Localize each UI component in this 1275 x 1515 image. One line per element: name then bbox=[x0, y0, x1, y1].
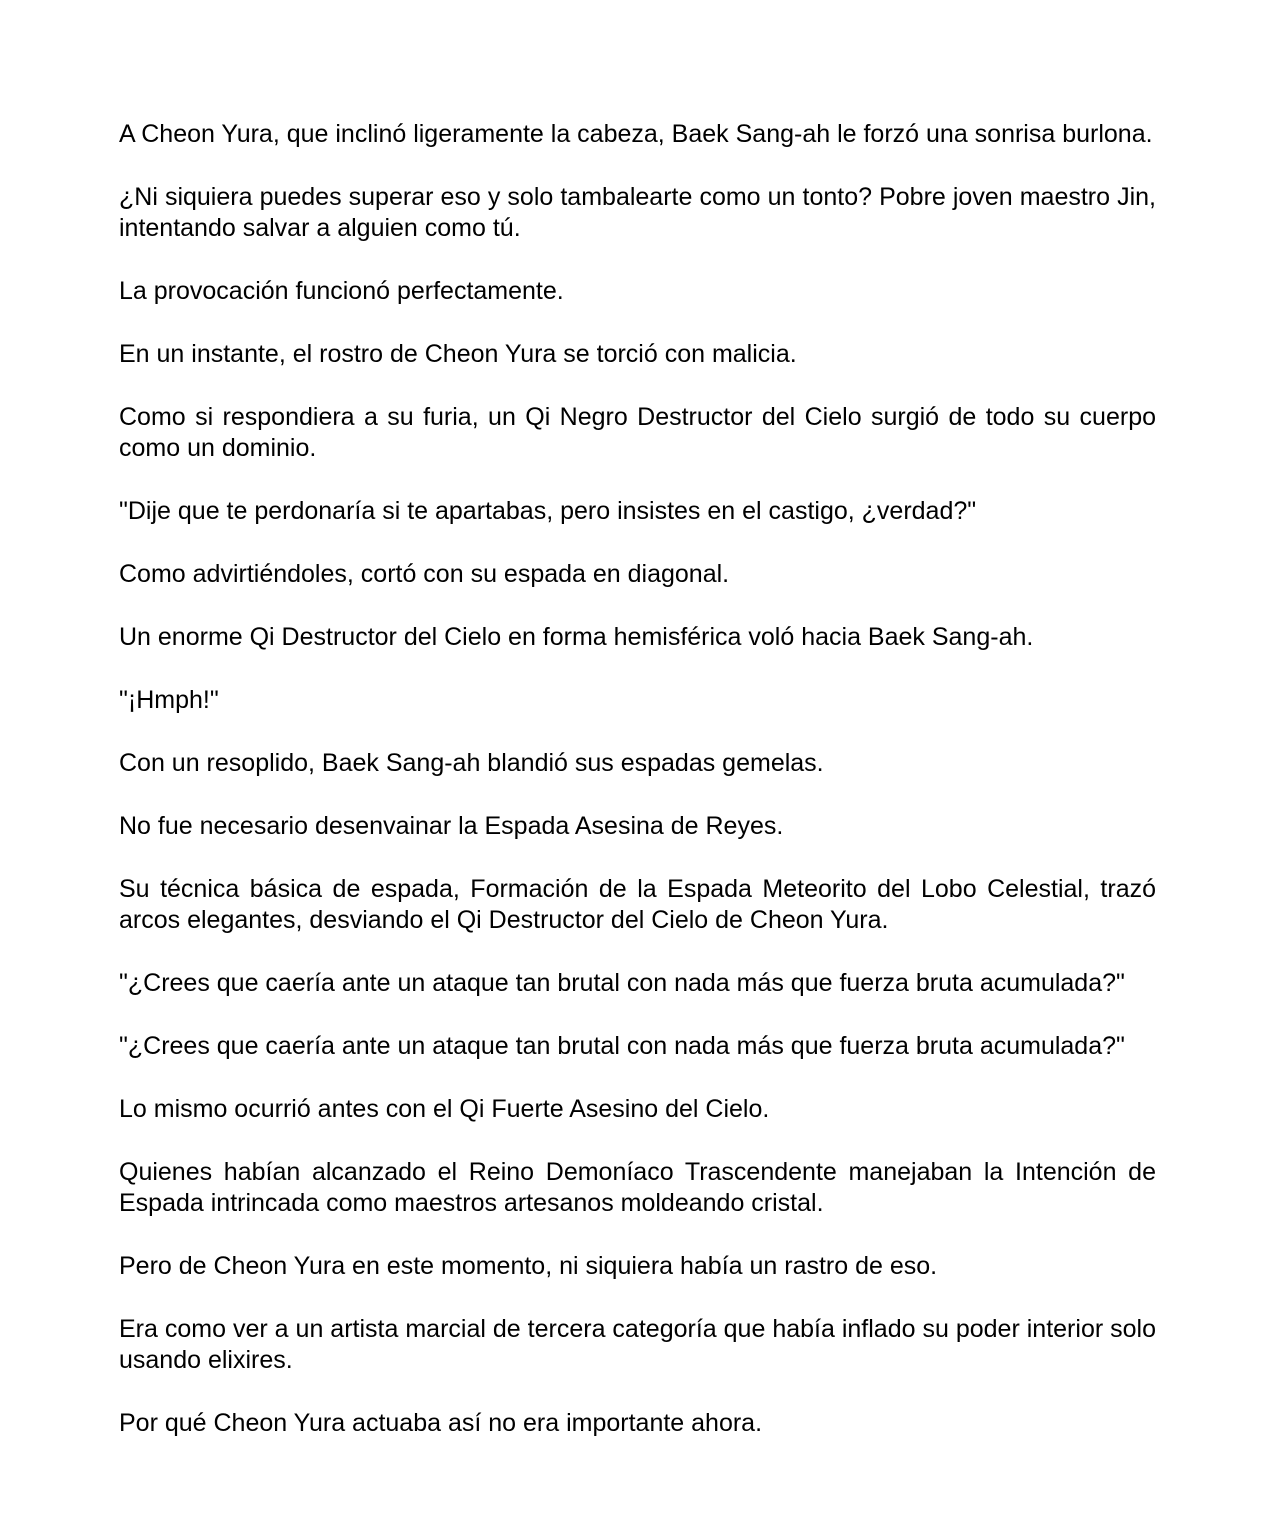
paragraph: "Dije que te perdonaría si te apartabas, pero insistes en el castigo, ¿verdad?" bbox=[119, 497, 977, 525]
paragraph: En un instante, el rostro de Cheon Yura se torció con malicia. bbox=[119, 340, 797, 368]
paragraph: No fue necesario desenvainar la Espada Asesina de Reyes. bbox=[119, 812, 784, 840]
paragraph: La provocación funcionó perfectamente. bbox=[119, 277, 564, 305]
document-page bbox=[119, 119, 1156, 1471]
paragraph: Lo mismo ocurrió antes con el Qi Fuerte Asesino del Cielo. bbox=[119, 1095, 770, 1123]
paragraph: Con un resoplido, Baek Sang-ah blandió sus espadas gemelas. bbox=[119, 749, 824, 777]
paragraph: Pero de Cheon Yura en este momento, ni siquiera había un rastro de eso. bbox=[119, 1252, 938, 1280]
paragraph: Su técnica básica de espada, Formación de la Espada Meteorito del Lobo Celestial, trazó arcos elegantes, desviando el Qi Destructor del Cielo de Cheon Yura. bbox=[119, 875, 1156, 934]
paragraph: Quienes habían alcanzado el Reino Demoníaco Trascendente manejaban la Intención de Espada intrincada como maestros artesanos moldeando cristal. bbox=[119, 1158, 1156, 1217]
paragraph: ¿Ni siquiera puedes superar eso y solo tambalearte como un tonto? Pobre joven maestro Jin, intentando salvar a alguien como tú. bbox=[119, 183, 1156, 242]
paragraph: Como si respondiera a su furia, un Qi Negro Destructor del Cielo surgió de todo su cuerpo como un dominio. bbox=[119, 403, 1156, 462]
paragraph: Por qué Cheon Yura actuaba así no era importante ahora. bbox=[119, 1409, 763, 1437]
paragraph: "¡Hmph!" bbox=[119, 686, 219, 714]
paragraph: Un enorme Qi Destructor del Cielo en forma hemisférica voló hacia Baek Sang-ah. bbox=[119, 623, 1034, 651]
paragraph: "¿Crees que caería ante un ataque tan brutal con nada más que fuerza bruta acumulada?" bbox=[119, 969, 1125, 997]
paragraph: Como advirtiéndoles, cortó con su espada en diagonal. bbox=[119, 560, 730, 588]
paragraph: Era como ver a un artista marcial de tercera categoría que había inflado su poder interior solo usando elixires. bbox=[119, 1315, 1156, 1374]
paragraph: "¿Crees que caería ante un ataque tan brutal con nada más que fuerza bruta acumulada?" bbox=[119, 1032, 1125, 1060]
paragraph: A Cheon Yura, que inclinó ligeramente la cabeza, Baek Sang-ah le forzó una sonrisa burlona. bbox=[119, 120, 1153, 148]
